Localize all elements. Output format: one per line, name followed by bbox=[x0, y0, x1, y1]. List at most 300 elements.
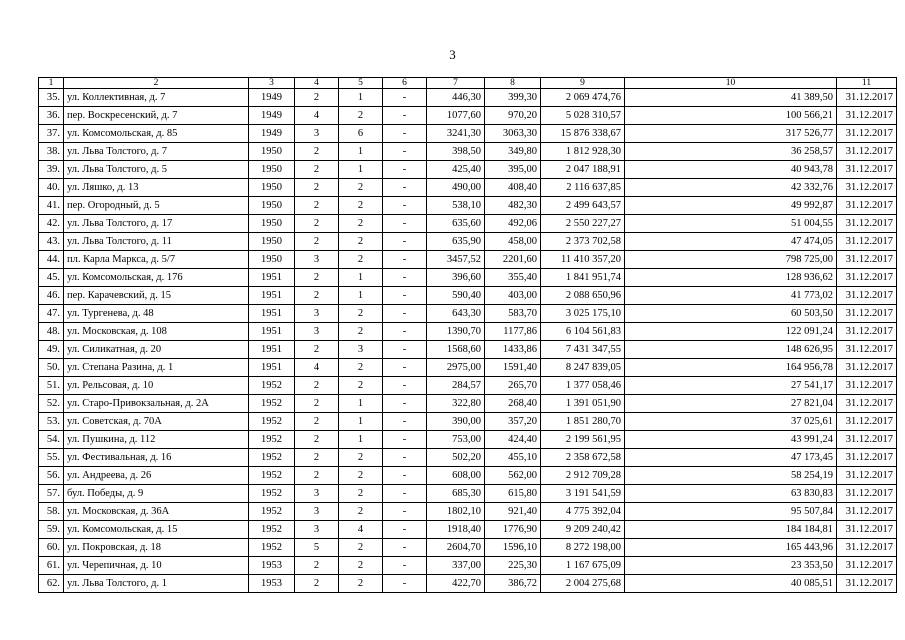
cell-entrances: 2 bbox=[339, 575, 383, 593]
cell-total-area: 2975,00 bbox=[427, 359, 485, 377]
cell-date: 31.12.2017 bbox=[837, 413, 897, 431]
cell-entrances: 2 bbox=[339, 539, 383, 557]
cell-entrances: 3 bbox=[339, 341, 383, 359]
table-row bbox=[39, 215, 897, 233]
cell-date: 31.12.2017 bbox=[837, 305, 897, 323]
cell-floors: 2 bbox=[295, 449, 339, 467]
cell-year-built: 1953 bbox=[249, 575, 295, 593]
cell-cost: 1 841 951,74 bbox=[541, 269, 625, 287]
cell-total-area: 337,00 bbox=[427, 557, 485, 575]
cell-amount: 41 773,02 bbox=[625, 287, 837, 305]
cell-row-number: 59. bbox=[39, 521, 64, 539]
cell-amount: 47 474,05 bbox=[625, 233, 837, 251]
cell-basement: - bbox=[383, 377, 427, 395]
cell-living-area: 921,40 bbox=[485, 503, 541, 521]
cell-cost: 3 191 541,59 bbox=[541, 485, 625, 503]
cell-floors: 3 bbox=[295, 521, 339, 539]
cell-cost: 9 209 240,42 bbox=[541, 521, 625, 539]
cell-amount: 23 353,50 bbox=[625, 557, 837, 575]
cell-date: 31.12.2017 bbox=[837, 143, 897, 161]
cell-amount: 148 626,95 bbox=[625, 341, 837, 359]
cell-entrances: 2 bbox=[339, 251, 383, 269]
cell-cost: 8 247 839,05 bbox=[541, 359, 625, 377]
cell-year-built: 1949 bbox=[249, 107, 295, 125]
cell-address: ул. Комсомольская, д. 176 bbox=[64, 269, 249, 287]
cell-row-number: 47. bbox=[39, 305, 64, 323]
cell-date: 31.12.2017 bbox=[837, 341, 897, 359]
cell-cost: 15 876 338,67 bbox=[541, 125, 625, 143]
table-row bbox=[39, 359, 897, 377]
cell-row-number: 57. bbox=[39, 485, 64, 503]
column-header-4: 4 bbox=[295, 78, 339, 89]
cell-total-area: 3241,30 bbox=[427, 125, 485, 143]
column-header-3: 3 bbox=[249, 78, 295, 89]
table-row bbox=[39, 485, 897, 503]
cell-basement: - bbox=[383, 557, 427, 575]
cell-date: 31.12.2017 bbox=[837, 467, 897, 485]
cell-amount: 798 725,00 bbox=[625, 251, 837, 269]
cell-row-number: 40. bbox=[39, 179, 64, 197]
cell-date: 31.12.2017 bbox=[837, 575, 897, 593]
cell-floors: 2 bbox=[295, 143, 339, 161]
cell-row-number: 36. bbox=[39, 107, 64, 125]
cell-date: 31.12.2017 bbox=[837, 395, 897, 413]
cell-address: ул. Льва Толстого, д. 1 bbox=[64, 575, 249, 593]
table-row bbox=[39, 287, 897, 305]
cell-basement: - bbox=[383, 359, 427, 377]
cell-floors: 2 bbox=[295, 575, 339, 593]
column-header-8: 8 bbox=[485, 78, 541, 89]
cell-living-area: 2201,60 bbox=[485, 251, 541, 269]
cell-address: ул. Льва Толстого, д. 7 bbox=[64, 143, 249, 161]
cell-entrances: 4 bbox=[339, 521, 383, 539]
cell-row-number: 37. bbox=[39, 125, 64, 143]
cell-living-area: 355,40 bbox=[485, 269, 541, 287]
table-row bbox=[39, 143, 897, 161]
cell-year-built: 1952 bbox=[249, 521, 295, 539]
cell-entrances: 2 bbox=[339, 449, 383, 467]
cell-address: ул. Комсомольская, д. 15 bbox=[64, 521, 249, 539]
cell-entrances: 2 bbox=[339, 503, 383, 521]
cell-floors: 2 bbox=[295, 341, 339, 359]
cell-basement: - bbox=[383, 125, 427, 143]
cell-cost: 1 377 058,46 bbox=[541, 377, 625, 395]
cell-row-number: 46. bbox=[39, 287, 64, 305]
cell-date: 31.12.2017 bbox=[837, 557, 897, 575]
cell-entrances: 2 bbox=[339, 467, 383, 485]
cell-year-built: 1952 bbox=[249, 413, 295, 431]
cell-row-number: 60. bbox=[39, 539, 64, 557]
cell-year-built: 1950 bbox=[249, 233, 295, 251]
housing-registry-table bbox=[38, 77, 897, 593]
cell-amount: 184 184,81 bbox=[625, 521, 837, 539]
cell-basement: - bbox=[383, 485, 427, 503]
cell-address: ул. Старо-Привокзальная, д. 2А bbox=[64, 395, 249, 413]
cell-amount: 58 254,19 bbox=[625, 467, 837, 485]
cell-date: 31.12.2017 bbox=[837, 161, 897, 179]
cell-basement: - bbox=[383, 287, 427, 305]
cell-row-number: 43. bbox=[39, 233, 64, 251]
cell-year-built: 1952 bbox=[249, 377, 295, 395]
cell-entrances: 1 bbox=[339, 269, 383, 287]
table-body bbox=[39, 89, 897, 593]
cell-year-built: 1952 bbox=[249, 467, 295, 485]
cell-floors: 4 bbox=[295, 359, 339, 377]
cell-entrances: 2 bbox=[339, 179, 383, 197]
table-row bbox=[39, 269, 897, 287]
cell-address: ул. Тургенева, д. 48 bbox=[64, 305, 249, 323]
cell-floors: 2 bbox=[295, 395, 339, 413]
cell-row-number: 55. bbox=[39, 449, 64, 467]
cell-date: 31.12.2017 bbox=[837, 287, 897, 305]
cell-floors: 2 bbox=[295, 413, 339, 431]
cell-date: 31.12.2017 bbox=[837, 539, 897, 557]
cell-date: 31.12.2017 bbox=[837, 107, 897, 125]
column-header-7: 7 bbox=[427, 78, 485, 89]
table-row bbox=[39, 125, 897, 143]
cell-row-number: 41. bbox=[39, 197, 64, 215]
cell-address: ул. Льва Толстого, д. 5 bbox=[64, 161, 249, 179]
cell-total-area: 590,40 bbox=[427, 287, 485, 305]
cell-address: ул. Ляшко, д. 13 bbox=[64, 179, 249, 197]
cell-cost: 2 199 561,95 bbox=[541, 431, 625, 449]
column-header-2: 2 bbox=[64, 78, 249, 89]
cell-row-number: 52. bbox=[39, 395, 64, 413]
cell-total-area: 1568,60 bbox=[427, 341, 485, 359]
cell-basement: - bbox=[383, 467, 427, 485]
cell-year-built: 1950 bbox=[249, 179, 295, 197]
cell-year-built: 1952 bbox=[249, 449, 295, 467]
cell-address: ул. Комсомольская, д. 85 bbox=[64, 125, 249, 143]
column-header-6: 6 bbox=[383, 78, 427, 89]
cell-entrances: 2 bbox=[339, 557, 383, 575]
cell-entrances: 2 bbox=[339, 107, 383, 125]
cell-date: 31.12.2017 bbox=[837, 359, 897, 377]
table-header bbox=[39, 78, 897, 89]
cell-date: 31.12.2017 bbox=[837, 431, 897, 449]
cell-floors: 2 bbox=[295, 287, 339, 305]
cell-total-area: 635,60 bbox=[427, 215, 485, 233]
table-row bbox=[39, 233, 897, 251]
cell-entrances: 2 bbox=[339, 215, 383, 233]
cell-basement: - bbox=[383, 413, 427, 431]
cell-row-number: 58. bbox=[39, 503, 64, 521]
cell-cost: 2 550 227,27 bbox=[541, 215, 625, 233]
cell-living-area: 1776,90 bbox=[485, 521, 541, 539]
cell-date: 31.12.2017 bbox=[837, 125, 897, 143]
cell-date: 31.12.2017 bbox=[837, 485, 897, 503]
cell-year-built: 1951 bbox=[249, 359, 295, 377]
cell-year-built: 1950 bbox=[249, 161, 295, 179]
cell-total-area: 538,10 bbox=[427, 197, 485, 215]
cell-total-area: 685,30 bbox=[427, 485, 485, 503]
cell-entrances: 2 bbox=[339, 377, 383, 395]
cell-cost: 2 047 188,91 bbox=[541, 161, 625, 179]
cell-row-number: 45. bbox=[39, 269, 64, 287]
cell-living-area: 395,00 bbox=[485, 161, 541, 179]
cell-year-built: 1951 bbox=[249, 305, 295, 323]
cell-total-area: 635,90 bbox=[427, 233, 485, 251]
cell-total-area: 390,00 bbox=[427, 413, 485, 431]
cell-living-area: 455,10 bbox=[485, 449, 541, 467]
cell-cost: 2 004 275,68 bbox=[541, 575, 625, 593]
cell-living-area: 458,00 bbox=[485, 233, 541, 251]
table-row bbox=[39, 179, 897, 197]
cell-basement: - bbox=[383, 107, 427, 125]
cell-date: 31.12.2017 bbox=[837, 521, 897, 539]
cell-year-built: 1951 bbox=[249, 269, 295, 287]
cell-floors: 2 bbox=[295, 233, 339, 251]
cell-entrances: 1 bbox=[339, 395, 383, 413]
cell-amount: 100 566,21 bbox=[625, 107, 837, 125]
cell-amount: 63 830,83 bbox=[625, 485, 837, 503]
cell-total-area: 284,57 bbox=[427, 377, 485, 395]
cell-year-built: 1951 bbox=[249, 287, 295, 305]
cell-basement: - bbox=[383, 575, 427, 593]
cell-address: пл. Карла Маркса, д. 5/7 bbox=[64, 251, 249, 269]
cell-address: ул. Черепичная, д. 10 bbox=[64, 557, 249, 575]
cell-date: 31.12.2017 bbox=[837, 251, 897, 269]
cell-row-number: 56. bbox=[39, 467, 64, 485]
table-row bbox=[39, 341, 897, 359]
cell-date: 31.12.2017 bbox=[837, 503, 897, 521]
cell-row-number: 62. bbox=[39, 575, 64, 593]
cell-total-area: 422,70 bbox=[427, 575, 485, 593]
cell-row-number: 42. bbox=[39, 215, 64, 233]
cell-amount: 128 936,62 bbox=[625, 269, 837, 287]
cell-basement: - bbox=[383, 251, 427, 269]
cell-basement: - bbox=[383, 197, 427, 215]
column-header-5: 5 bbox=[339, 78, 383, 89]
cell-total-area: 608,00 bbox=[427, 467, 485, 485]
cell-living-area: 424,40 bbox=[485, 431, 541, 449]
cell-year-built: 1950 bbox=[249, 143, 295, 161]
cell-cost: 2 116 637,85 bbox=[541, 179, 625, 197]
cell-basement: - bbox=[383, 503, 427, 521]
cell-basement: - bbox=[383, 521, 427, 539]
cell-floors: 3 bbox=[295, 323, 339, 341]
cell-cost: 1 167 675,09 bbox=[541, 557, 625, 575]
cell-floors: 3 bbox=[295, 503, 339, 521]
cell-floors: 2 bbox=[295, 377, 339, 395]
cell-address: ул. Покровская, д. 18 bbox=[64, 539, 249, 557]
cell-date: 31.12.2017 bbox=[837, 377, 897, 395]
cell-basement: - bbox=[383, 143, 427, 161]
cell-entrances: 2 bbox=[339, 197, 383, 215]
cell-basement: - bbox=[383, 305, 427, 323]
cell-year-built: 1950 bbox=[249, 251, 295, 269]
cell-floors: 3 bbox=[295, 125, 339, 143]
column-header-1: 1 bbox=[39, 78, 64, 89]
cell-basement: - bbox=[383, 395, 427, 413]
cell-address: ул. Силикатная, д. 20 bbox=[64, 341, 249, 359]
cell-cost: 2 358 672,58 bbox=[541, 449, 625, 467]
cell-entrances: 1 bbox=[339, 287, 383, 305]
cell-row-number: 35. bbox=[39, 89, 64, 107]
cell-address: пер. Карачевский, д. 15 bbox=[64, 287, 249, 305]
cell-year-built: 1951 bbox=[249, 341, 295, 359]
table-row bbox=[39, 395, 897, 413]
table-row bbox=[39, 431, 897, 449]
cell-amount: 47 173,45 bbox=[625, 449, 837, 467]
cell-amount: 317 526,77 bbox=[625, 125, 837, 143]
cell-living-area: 1591,40 bbox=[485, 359, 541, 377]
table-row bbox=[39, 449, 897, 467]
cell-address: ул. Андреева, д. 26 bbox=[64, 467, 249, 485]
cell-floors: 2 bbox=[295, 269, 339, 287]
cell-entrances: 2 bbox=[339, 359, 383, 377]
cell-floors: 5 bbox=[295, 539, 339, 557]
cell-total-area: 1802,10 bbox=[427, 503, 485, 521]
table-row bbox=[39, 467, 897, 485]
cell-floors: 2 bbox=[295, 431, 339, 449]
cell-cost: 6 104 561,83 bbox=[541, 323, 625, 341]
cell-basement: - bbox=[383, 161, 427, 179]
cell-floors: 2 bbox=[295, 89, 339, 107]
cell-entrances: 1 bbox=[339, 431, 383, 449]
cell-amount: 60 503,50 bbox=[625, 305, 837, 323]
cell-date: 31.12.2017 bbox=[837, 197, 897, 215]
cell-row-number: 44. bbox=[39, 251, 64, 269]
cell-cost: 3 025 175,10 bbox=[541, 305, 625, 323]
cell-row-number: 53. bbox=[39, 413, 64, 431]
cell-year-built: 1949 bbox=[249, 89, 295, 107]
cell-living-area: 349,80 bbox=[485, 143, 541, 161]
cell-cost: 1 391 051,90 bbox=[541, 395, 625, 413]
cell-date: 31.12.2017 bbox=[837, 269, 897, 287]
cell-floors: 2 bbox=[295, 557, 339, 575]
cell-floors: 4 bbox=[295, 107, 339, 125]
cell-cost: 2 499 643,57 bbox=[541, 197, 625, 215]
cell-living-area: 3063,30 bbox=[485, 125, 541, 143]
cell-entrances: 1 bbox=[339, 89, 383, 107]
cell-amount: 164 956,78 bbox=[625, 359, 837, 377]
cell-floors: 3 bbox=[295, 485, 339, 503]
cell-total-area: 3457,52 bbox=[427, 251, 485, 269]
table-row bbox=[39, 539, 897, 557]
cell-amount: 95 507,84 bbox=[625, 503, 837, 521]
cell-address: ул. Льва Толстого, д. 17 bbox=[64, 215, 249, 233]
cell-amount: 43 991,24 bbox=[625, 431, 837, 449]
cell-date: 31.12.2017 bbox=[837, 215, 897, 233]
cell-year-built: 1952 bbox=[249, 539, 295, 557]
cell-basement: - bbox=[383, 323, 427, 341]
cell-address: пер. Огородный, д. 5 bbox=[64, 197, 249, 215]
cell-amount: 165 443,96 bbox=[625, 539, 837, 557]
cell-amount: 122 091,24 bbox=[625, 323, 837, 341]
cell-living-area: 482,30 bbox=[485, 197, 541, 215]
cell-date: 31.12.2017 bbox=[837, 89, 897, 107]
table-row bbox=[39, 305, 897, 323]
cell-basement: - bbox=[383, 269, 427, 287]
cell-living-area: 408,40 bbox=[485, 179, 541, 197]
cell-basement: - bbox=[383, 449, 427, 467]
table-row bbox=[39, 503, 897, 521]
cell-row-number: 49. bbox=[39, 341, 64, 359]
column-header-9: 9 bbox=[541, 78, 625, 89]
cell-row-number: 39. bbox=[39, 161, 64, 179]
cell-basement: - bbox=[383, 215, 427, 233]
table-row bbox=[39, 107, 897, 125]
table-row bbox=[39, 377, 897, 395]
cell-address: ул. Степана Разина, д. 1 bbox=[64, 359, 249, 377]
cell-year-built: 1952 bbox=[249, 503, 295, 521]
cell-address: ул. Фестивальная, д. 16 bbox=[64, 449, 249, 467]
cell-year-built: 1951 bbox=[249, 323, 295, 341]
cell-floors: 2 bbox=[295, 215, 339, 233]
cell-living-area: 970,20 bbox=[485, 107, 541, 125]
cell-entrances: 6 bbox=[339, 125, 383, 143]
cell-total-area: 1077,60 bbox=[427, 107, 485, 125]
cell-total-area: 1390,70 bbox=[427, 323, 485, 341]
table-row bbox=[39, 557, 897, 575]
cell-address: ул. Советская, д. 70А bbox=[64, 413, 249, 431]
table-row bbox=[39, 323, 897, 341]
cell-total-area: 643,30 bbox=[427, 305, 485, 323]
cell-year-built: 1952 bbox=[249, 431, 295, 449]
cell-amount: 27 821,04 bbox=[625, 395, 837, 413]
cell-total-area: 446,30 bbox=[427, 89, 485, 107]
cell-amount: 49 992,87 bbox=[625, 197, 837, 215]
header-row bbox=[39, 78, 897, 89]
table-row bbox=[39, 89, 897, 107]
cell-row-number: 48. bbox=[39, 323, 64, 341]
table-row bbox=[39, 197, 897, 215]
cell-living-area: 583,70 bbox=[485, 305, 541, 323]
cell-amount: 40 085,51 bbox=[625, 575, 837, 593]
cell-cost: 2 069 474,76 bbox=[541, 89, 625, 107]
page-number: 3 bbox=[449, 47, 456, 62]
cell-address: ул. Московская, д. 108 bbox=[64, 323, 249, 341]
cell-living-area: 268,40 bbox=[485, 395, 541, 413]
cell-total-area: 1918,40 bbox=[427, 521, 485, 539]
cell-address: ул. Пушкина, д. 112 bbox=[64, 431, 249, 449]
table-row bbox=[39, 413, 897, 431]
cell-amount: 51 004,55 bbox=[625, 215, 837, 233]
cell-year-built: 1950 bbox=[249, 197, 295, 215]
cell-row-number: 38. bbox=[39, 143, 64, 161]
cell-cost: 2 088 650,96 bbox=[541, 287, 625, 305]
cell-amount: 27 541,17 bbox=[625, 377, 837, 395]
cell-cost: 2 912 709,28 bbox=[541, 467, 625, 485]
cell-basement: - bbox=[383, 341, 427, 359]
cell-total-area: 753,00 bbox=[427, 431, 485, 449]
cell-basement: - bbox=[383, 233, 427, 251]
cell-year-built: 1952 bbox=[249, 395, 295, 413]
cell-living-area: 1177,86 bbox=[485, 323, 541, 341]
cell-year-built: 1949 bbox=[249, 125, 295, 143]
cell-entrances: 2 bbox=[339, 485, 383, 503]
cell-total-area: 398,50 bbox=[427, 143, 485, 161]
cell-living-area: 225,30 bbox=[485, 557, 541, 575]
cell-total-area: 490,00 bbox=[427, 179, 485, 197]
cell-entrances: 2 bbox=[339, 305, 383, 323]
cell-cost: 2 373 702,58 bbox=[541, 233, 625, 251]
cell-basement: - bbox=[383, 539, 427, 557]
cell-cost: 11 410 357,20 bbox=[541, 251, 625, 269]
cell-total-area: 322,80 bbox=[427, 395, 485, 413]
cell-basement: - bbox=[383, 89, 427, 107]
cell-amount: 41 389,50 bbox=[625, 89, 837, 107]
cell-cost: 5 028 310,57 bbox=[541, 107, 625, 125]
cell-floors: 2 bbox=[295, 467, 339, 485]
cell-address: бул. Победы, д. 9 bbox=[64, 485, 249, 503]
cell-amount: 36 258,57 bbox=[625, 143, 837, 161]
cell-floors: 2 bbox=[295, 179, 339, 197]
cell-basement: - bbox=[383, 179, 427, 197]
cell-entrances: 1 bbox=[339, 413, 383, 431]
table-row bbox=[39, 161, 897, 179]
